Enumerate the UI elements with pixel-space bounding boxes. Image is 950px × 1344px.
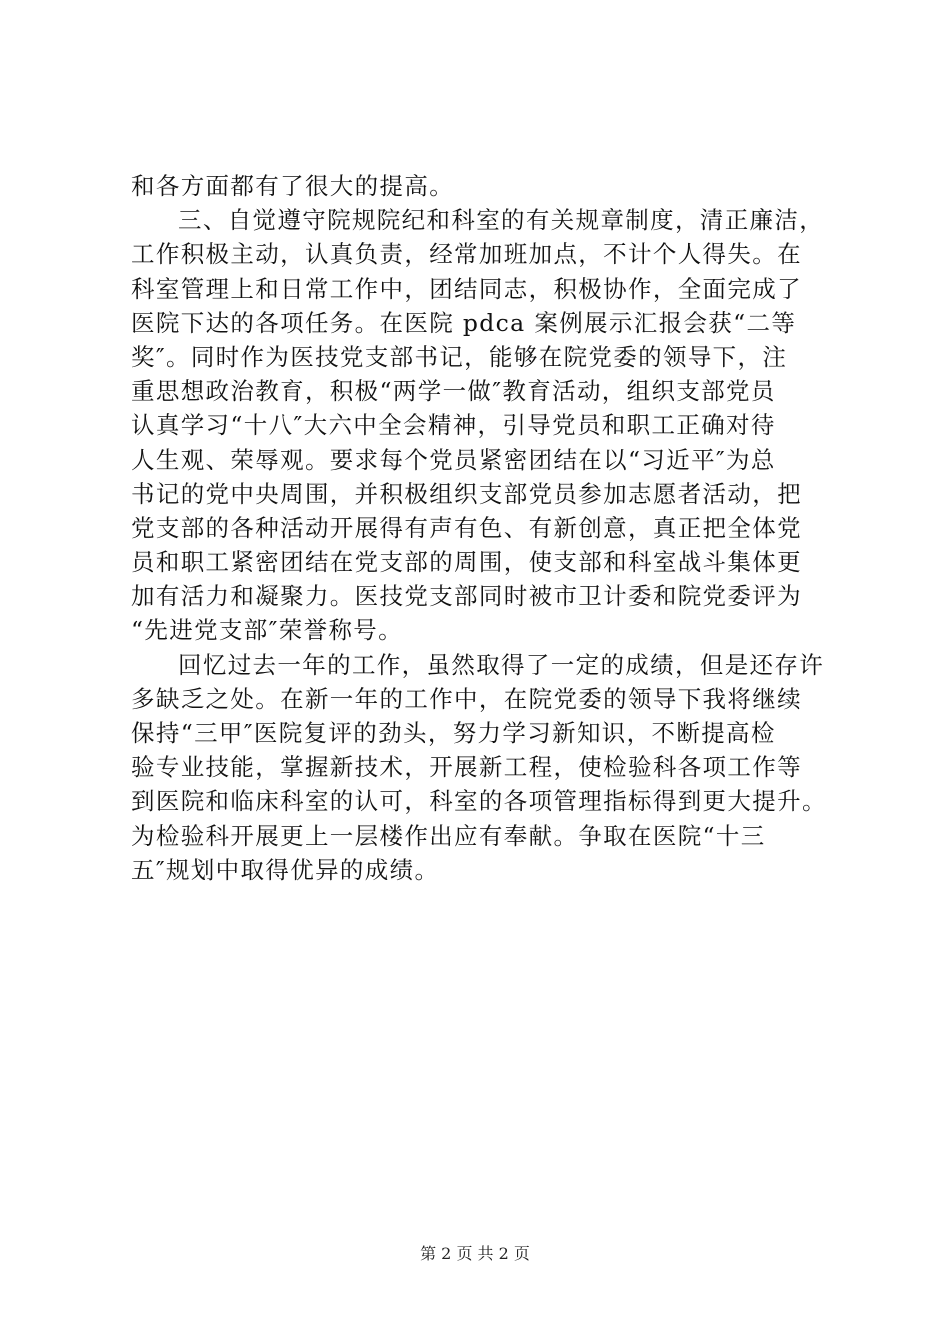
page-number-footer: 第 2 页 共 2 页 xyxy=(420,1244,530,1263)
text-line-10: 书记的党中央周围，并积极组织支部党员参加志愿者活动，把 xyxy=(131,479,802,508)
text-line-6: 奖″。同时作为医技党支部书记，能够在院党委的领导下，注 xyxy=(131,342,788,371)
text-line-13: 加有活力和凝聚力。医技党支部同时被市卫计委和院党委评为 xyxy=(131,582,802,611)
text-line-21: 五″规划中取得优异的成绩。 xyxy=(131,855,440,884)
text-line-2: 三、自觉遵守院规院纪和科室的有关规章制度，清正廉洁， xyxy=(178,206,825,235)
text-line-11: 党支部的各种活动开展得有声有色、有新创意，真正把全体党 xyxy=(131,513,802,542)
text-line-8: 认真学习“十八″大六中全会精神，引导党员和职工正确对待 xyxy=(131,411,776,440)
text-line-7: 重思想政治教育，积极“两学一做″教育活动，组织支部党员 xyxy=(131,377,776,406)
text-line-20: 为检验科开展更上一层楼作出应有奉献。争取在医院“十三 xyxy=(131,821,766,850)
text-line-5: 医院下达的各项任务。在医院 pdca 案例展示汇报会获“二等 xyxy=(131,308,797,337)
text-line-14: “先进党支部″荣誉称号。 xyxy=(131,616,403,645)
text-line-4: 科室管理上和日常工作中，团结同志，积极协作，全面完成了 xyxy=(131,274,802,303)
document-body xyxy=(131,169,831,887)
text-line-18: 验专业技能，掌握新技术，开展新工程，使检验科各项工作等 xyxy=(131,753,802,782)
text-line-12: 员和职工紧密团结在党支部的周围，使支部和科室战斗集体更 xyxy=(131,548,802,577)
text-line-3: 工作积极主动，认真负责，经常加班加点，不计个人得失。在 xyxy=(131,240,802,269)
text-line-15: 回忆过去一年的工作，虽然取得了一定的成绩，但是还存许 xyxy=(178,650,825,679)
text-line-1: 和各方面都有了很大的提高。 xyxy=(131,172,455,200)
text-line-9: 人生观、荣辱观。要求每个党员紧密团结在以“习近平″为总 xyxy=(131,445,776,474)
text-line-17: 保持“三甲″医院复评的劲头，努力学习新知识，不断提高检 xyxy=(131,719,776,747)
text-line-16: 多缺乏之处。在新一年的工作中，在院党委的领导下我将继续 xyxy=(131,684,802,713)
text-line-19: 到医院和临床科室的认可，科室的各项管理指标得到更大提升。 xyxy=(131,787,827,816)
